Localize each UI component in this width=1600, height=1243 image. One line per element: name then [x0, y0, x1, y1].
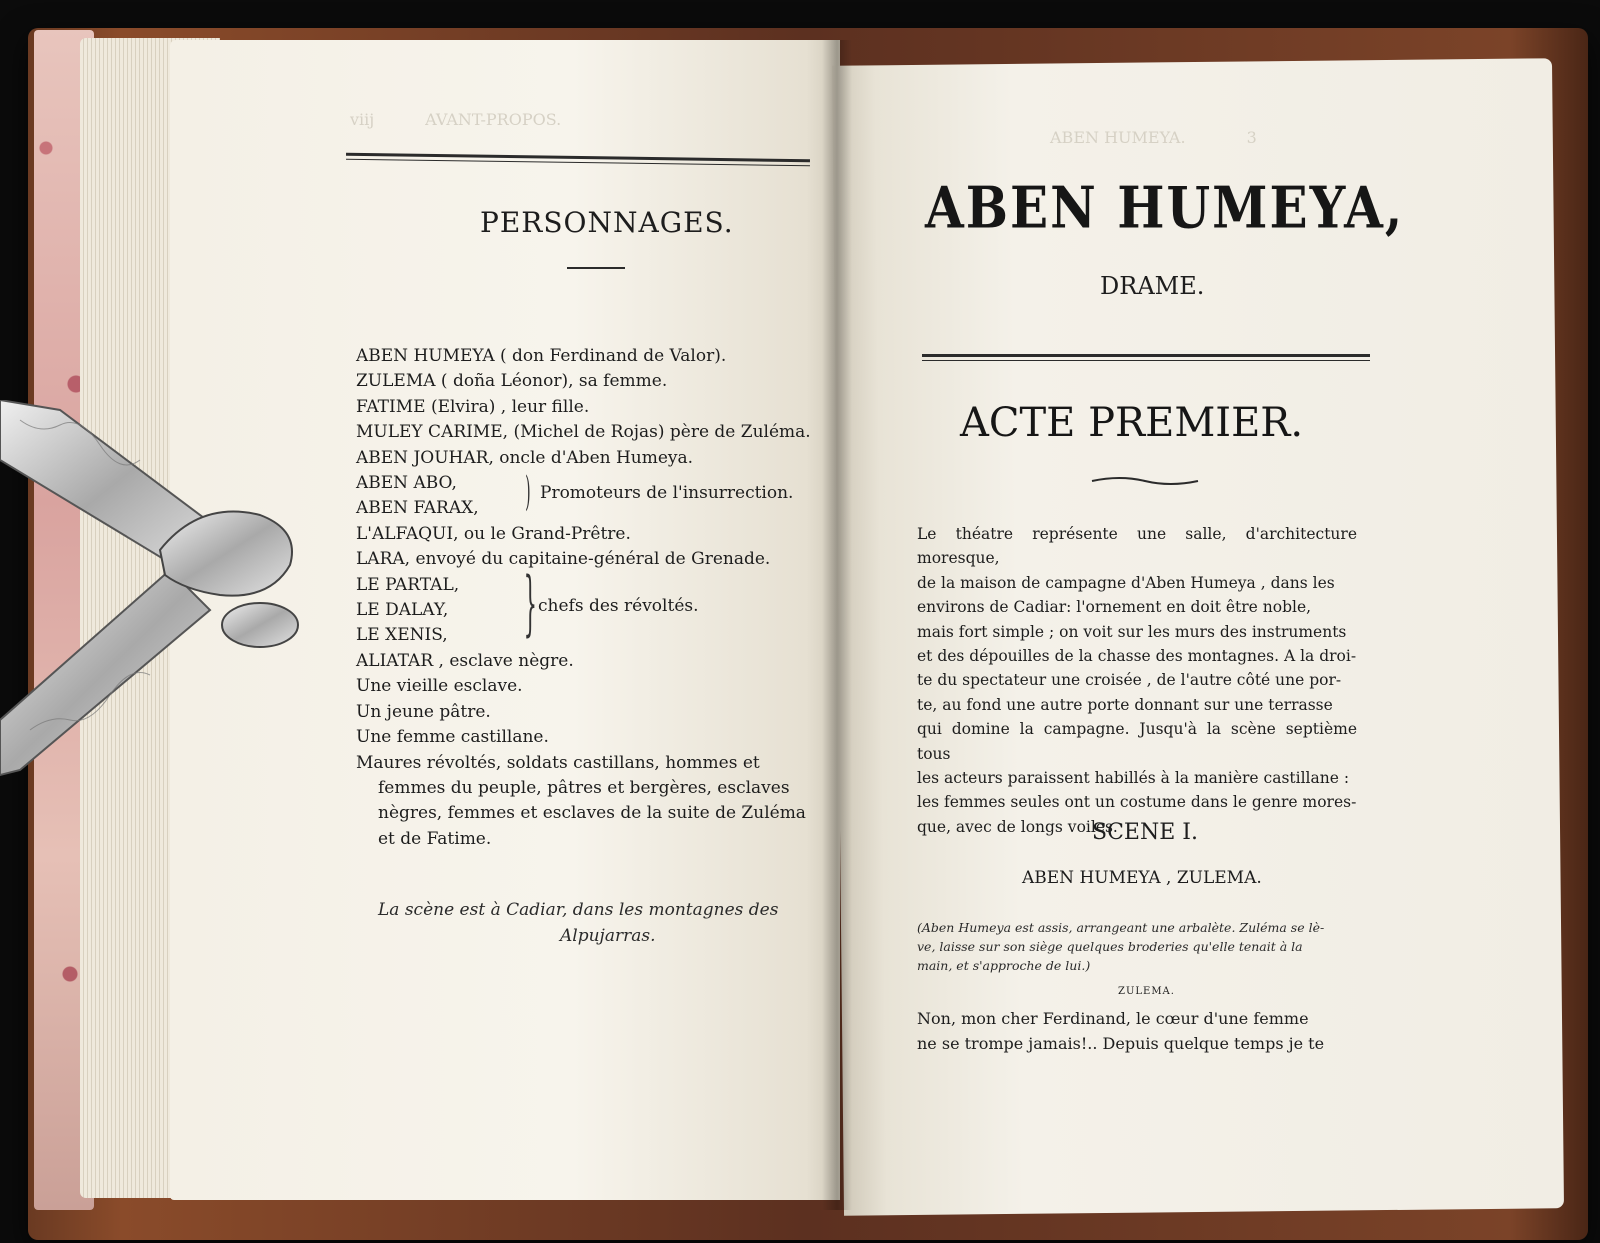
description-line: et des dépouilles de la chasse des montagnes. A la droi- — [917, 647, 1357, 666]
description-line: environs de Cadiar: l'ornement en doit être noble, — [917, 598, 1312, 617]
play-title: ABEN HUMEYA, — [925, 173, 1405, 242]
cast-item: Une vieille esclave. — [356, 676, 523, 697]
ornament-divider — [1090, 474, 1200, 488]
cast-item: Un jeune pâtre. — [356, 701, 491, 722]
act-rule-thin — [922, 360, 1370, 361]
speaker-name: ZULEMA. — [1118, 986, 1175, 997]
act-heading: ACTE PREMIER. — [960, 400, 1304, 446]
scene-heading: SCENE I. — [1092, 820, 1198, 845]
cast-item: L'ALFAQUI, ou le Grand-Prêtre. — [356, 523, 631, 544]
cast-item: LE PARTAL, — [356, 574, 460, 595]
personnages-heading: PERSONNAGES. — [480, 206, 734, 239]
cast-item: et de Fatime. — [378, 828, 492, 849]
cast-item: MULEY CARIME, (Michel de Rojas) père de Zuléma. — [356, 422, 811, 443]
description-line: te du spectateur une croisée , de l'autre côté une por- — [917, 671, 1342, 690]
clip-lower-arm — [0, 570, 210, 775]
description-line: de la maison de campagne d'Aben Humeya , dans les — [917, 573, 1335, 592]
cast-item: Maures révoltés, soldats castillans, hommes et — [356, 752, 760, 773]
cast-item: ABEN JOUHAR, oncle d'Aben Humeya. — [356, 447, 694, 468]
description-line: Le théatre représente une salle, d'architecture moresque, — [917, 525, 1357, 568]
brace-promoteurs: ) — [525, 469, 531, 515]
clip-hand-lower — [222, 603, 298, 647]
cast-item: LE XENIS, — [356, 625, 448, 646]
setting-line-1: La scène est à Cadiar, dans les montagnes des — [378, 900, 779, 920]
brace-chefs: } — [523, 562, 537, 644]
play-subtitle: DRAME. — [1100, 272, 1205, 300]
dialogue-line: Non, mon cher Ferdinand, le cœur d'une femme — [917, 1009, 1309, 1028]
book-gutter — [822, 40, 852, 1210]
cast-item: FATIME (Elvira) , leur fille. — [356, 396, 590, 417]
cast-item: nègres, femmes et esclaves de la suite de Zuléma — [378, 803, 806, 824]
setting-line-2: Alpujarras. — [560, 926, 656, 946]
stage-direction-line: (Aben Humeya est assis, arrangeant une arbalète. Zuléma se lè- — [917, 920, 1325, 935]
description-line: les acteurs paraissent habillés à la manière castillane : — [917, 769, 1350, 788]
bleed-through-text: ABEN HUMEYA. 3 — [1050, 128, 1257, 147]
cast-item: ABEN FARAX, — [356, 498, 479, 519]
cast-item: ABEN HUMEYA ( don Ferdinand de Valor). — [356, 346, 727, 366]
scene-characters: ABEN HUMEYA , ZULEMA. — [1022, 868, 1262, 888]
description-line: que, avec de longs voiles. — [917, 817, 1118, 836]
description-line: les femmes seules ont un costume dans le genre mores- — [917, 793, 1357, 812]
promoteurs-label: Promoteurs de l'insurrection. — [540, 483, 794, 503]
cast-item: femmes du peuple, pâtres et bergères, esclaves — [378, 777, 790, 798]
stage-direction — [917, 918, 1359, 975]
stage-direction-line: main, et s'approche de lui.) — [917, 958, 1091, 973]
dialogue — [917, 1006, 1363, 1056]
cast-item: Une femme castillane. — [356, 727, 549, 748]
dialogue-line: ne se trompe jamais!.. Depuis quelque temps je te — [917, 1034, 1325, 1053]
act-rule — [922, 354, 1370, 357]
cast-item: ALIATAR , esclave nègre. — [356, 650, 574, 671]
chefs-label: chefs des révoltés. — [538, 596, 699, 616]
heading-underline — [567, 267, 625, 269]
stage-direction-line: ve, laisse sur son siège quelques broderies qu'elle tenait à la — [917, 939, 1303, 954]
cast-item: LARA, envoyé du capitaine-général de Grenade. — [356, 549, 771, 570]
description-line: mais fort simple ; on voit sur les murs des instruments — [917, 622, 1347, 641]
cast-item: ABEN ABO, — [356, 473, 457, 494]
bleed-through-text: viij AVANT-PROPOS. — [350, 110, 562, 129]
stage-description — [917, 522, 1357, 839]
description-line: qui domine la campagne. Jusqu'à la scène septième tous — [917, 720, 1357, 763]
silver-page-clip — [0, 400, 320, 820]
description-line: te, au fond une autre porte donnant sur une terrasse — [917, 695, 1333, 714]
cast-item: ZULEMA ( doña Léonor), sa femme. — [356, 371, 668, 392]
cast-item: LE DALAY, — [356, 600, 449, 621]
